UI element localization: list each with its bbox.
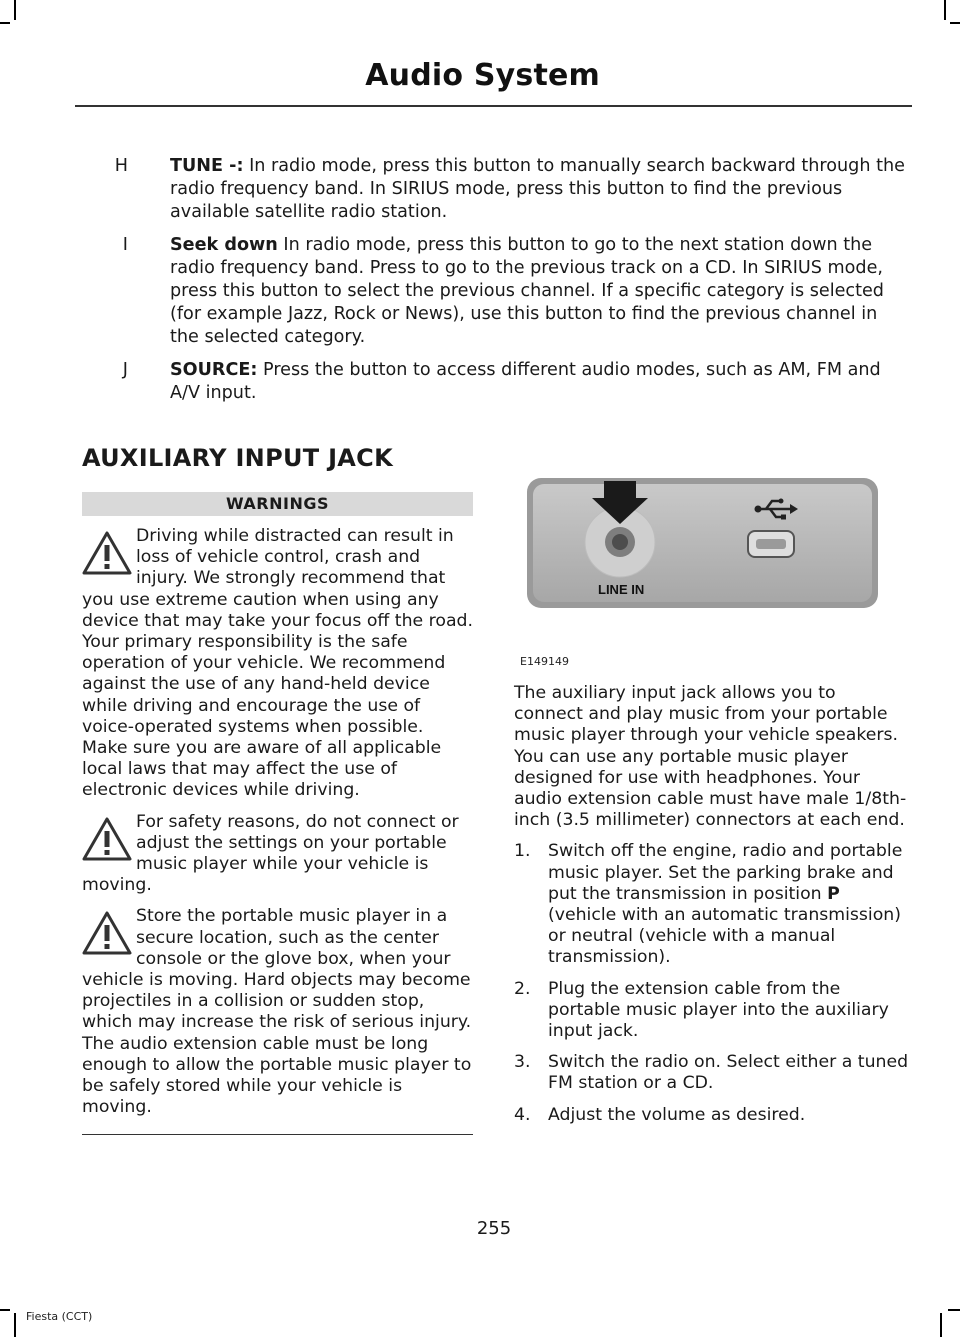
definition-term: SOURCE:	[170, 360, 258, 380]
auxiliary-jack-illustration	[514, 476, 909, 666]
line-in-label: LINE IN	[598, 582, 645, 597]
step-item	[514, 1052, 909, 1094]
definition-text: In radio mode, press this button to manually search backward through the radio frequency band. In SIRIUS mode, press this button to find the previous available satellite radio station.	[170, 156, 905, 222]
header-divider	[75, 105, 912, 107]
definition-item	[98, 359, 908, 405]
section-heading: AUXILIARY INPUT JACK	[82, 444, 393, 472]
instructions-column	[514, 683, 909, 1136]
definition-term: TUNE -:	[170, 156, 244, 176]
crop-mark	[950, 22, 960, 24]
definition-letter: H	[114, 156, 128, 176]
warning-triangle-icon	[82, 910, 132, 956]
crop-mark	[0, 22, 10, 24]
warning-triangle-icon	[82, 530, 132, 576]
figure-code: E149149	[520, 655, 569, 668]
footer-model: Fiesta (CCT)	[26, 1310, 93, 1323]
definition-item	[98, 155, 908, 224]
warning-text: For safety reasons, do not connect or adjust the settings on your portable music player while your vehicle is moving.	[82, 811, 459, 896]
definition-text: In radio mode, press this button to go to the next station down the radio frequency band. Press to go to the previous track on a CD. In SIRIUS mode, press this button to select the previous channel. If a specific category is selected (for example Jazz, Rock or News), use this button to find the previous channel in the selected category.	[170, 235, 884, 347]
step-item	[514, 979, 909, 1043]
warning-item	[82, 812, 473, 897]
steps-list	[514, 841, 909, 1125]
step-text: Switch off the engine, radio and portable music player. Set the parking brake and put the transmission in position	[548, 841, 903, 904]
definition-item	[98, 234, 908, 349]
warning-triangle-icon	[82, 816, 132, 862]
crop-mark	[948, 1309, 960, 1311]
warnings-divider	[82, 1134, 473, 1135]
definition-letter: J	[122, 360, 128, 380]
step-text: (vehicle with an automatic transmission) or neutral (vehicle with a manual transmission).	[548, 905, 901, 968]
definition-body	[170, 359, 908, 405]
page-title: Audio System	[365, 58, 600, 93]
warning-text: Driving while distracted can result in loss of vehicle control, crash and injury. We strongly recommend that you use extreme caution when using any device that may take your focus off the road. Your primary responsibility is the safe operation of your vehicle. We recommend against the use of any hand-held device while driving and encourage the use of voice-operated systems when possible. Make sure you are aware of all applicable local laws that may affect the use of electronic devices while driving.	[82, 526, 474, 801]
page-number: 255	[476, 1218, 512, 1239]
step-item	[514, 1105, 909, 1126]
button-definitions	[98, 155, 908, 415]
crop-mark	[14, 0, 16, 20]
crop-mark	[940, 1313, 942, 1337]
crop-mark	[0, 1309, 10, 1311]
step-bold: P	[827, 883, 840, 904]
definition-letter: I	[122, 235, 128, 255]
warning-text: Store the portable music player in a secure location, such as the center console or the glove box, when your vehicle is moving. Hard objects may become projectiles in a collision or sudden stop, which may increase the risk of serious injury. The audio extension cable must be long enough to allow the portable music player to be safely stored while your vehicle is moving.	[82, 906, 472, 1118]
definition-text: Press the button to access different audio modes, such as AM, FM and A/V input.	[170, 360, 881, 403]
panel-face	[533, 484, 872, 602]
warnings-heading: WARNINGS	[82, 492, 473, 516]
crop-mark	[14, 1313, 16, 1337]
definition-term: Seek down	[170, 235, 278, 255]
step-number: 1.	[514, 841, 531, 862]
step-text: Plug the extension cable from the portable music player into the auxiliary input jack.	[548, 978, 889, 1042]
warnings-box	[82, 492, 473, 1135]
step-text: Switch the radio on. Select either a tuned FM station or a CD.	[548, 1052, 909, 1094]
step-text: Adjust the volume as desired.	[548, 1104, 806, 1125]
step-number: 3.	[514, 1052, 531, 1073]
intro-paragraph: The auxiliary input jack allows you to connect and play music from your portable music player through your vehicle speakers. You can use any portable music player designed for use with headphones. Your audio extension cable must have male 1/8th-inch (3.5 millimeter) connectors at each end.	[514, 683, 907, 831]
step-item	[514, 841, 909, 968]
step-number: 2.	[514, 978, 531, 999]
crop-mark	[944, 0, 946, 20]
definition-body	[170, 155, 908, 224]
step-number: 4.	[514, 1104, 531, 1125]
definition-body	[170, 234, 908, 349]
warning-item	[82, 526, 473, 802]
warning-item	[82, 906, 473, 1118]
